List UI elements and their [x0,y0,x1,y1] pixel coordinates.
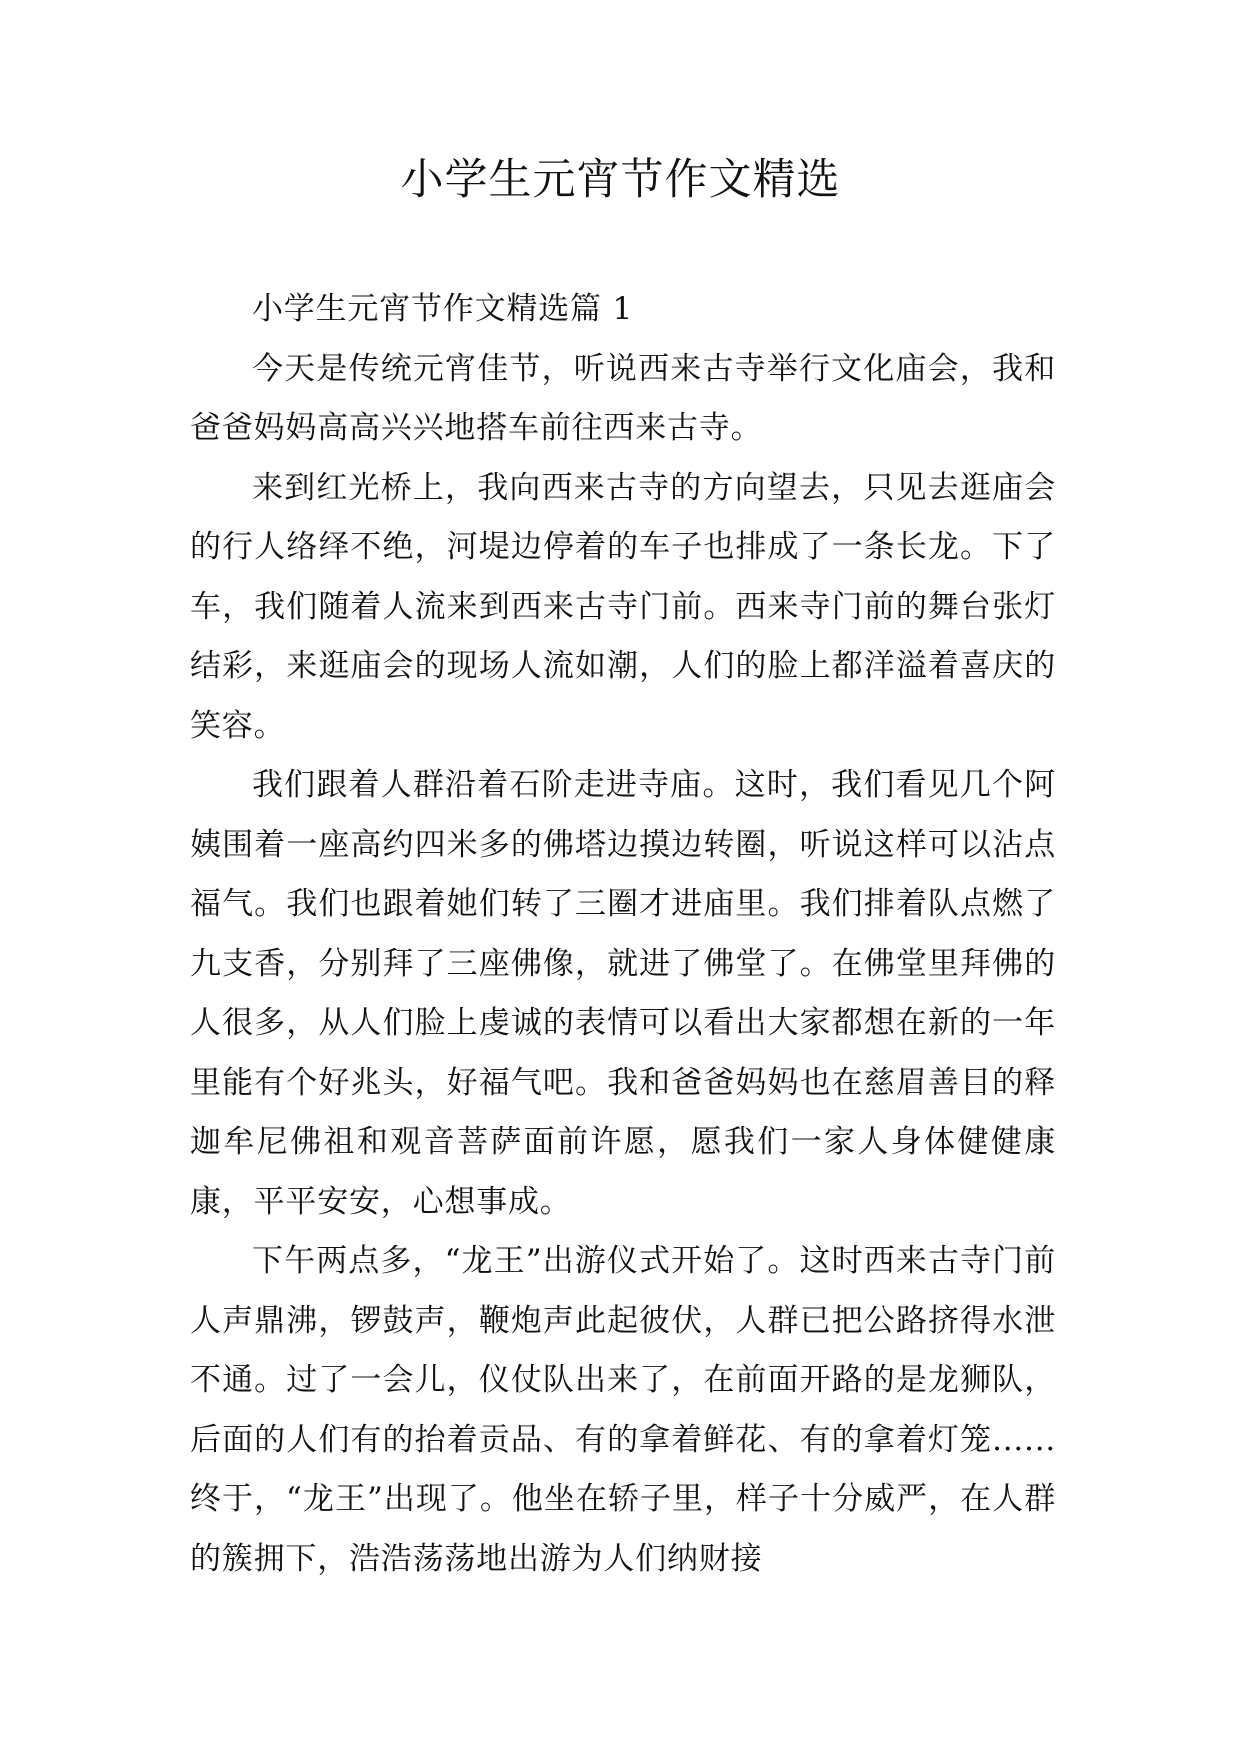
paragraph-3: 我们跟着人群沿着石阶走进寺庙。这时，我们看见几个阿姨围着一座高约四米多的佛塔边摸边转圈，听说这样可以沾点福气。我们也跟着她们转了三圈才进庙里。我们排着队点燃了九支香，分别拜了三座佛像，就进了佛堂了。在佛堂里拜佛的人很多，从人们脸上虔诚的表情可以看出大家都想在新的一年里能有个好兆头，好福气吧。我和爸爸妈妈也在慈眉善目的释迦牟尼佛祖和观音菩萨面前许愿，愿我们一家人身体健健康康，平平安安，心想事成。 [190,767,1056,1220]
document-body [190,280,1056,1589]
document-title: 小学生元宵节作文精选 [400,155,841,205]
paragraph-1: 今天是传统元宵佳节，听说西来古寺举行文化庙会，我和爸爸妈妈高高兴兴地搭车前往西来古寺。 [190,350,1056,446]
section-heading: 小学生元宵节作文精选篇 1 [252,291,633,327]
paragraph-2: 来到红光桥上，我向西来古寺的方向望去，只见去逛庙会的行人络绎不绝，河堤边停着的车子也排成了一条长龙。下了车，我们随着人流来到西来古寺门前。西来寺门前的舞台张灯结彩，来逛庙会的现场人流如潮，人们的脸上都洋溢着喜庆的笑容。 [190,469,1056,744]
paragraph-4: 下午两点多，“龙王”出游仪式开始了。这时西来古寺门前人声鼎沸，锣鼓声，鞭炮声此起彼伏，人群已把公路挤得水泄不通。过了一会儿，仪仗队出来了，在前面开路的是龙狮队，后面的人们有的抬着贡品、有的拿着鲜花、有的拿着灯笼......终于，“龙王”出现了。他坐在轿子里，样子十分威严，在人群的簇拥下，浩浩荡荡地出游为人们纳财接 [190,1243,1056,1577]
